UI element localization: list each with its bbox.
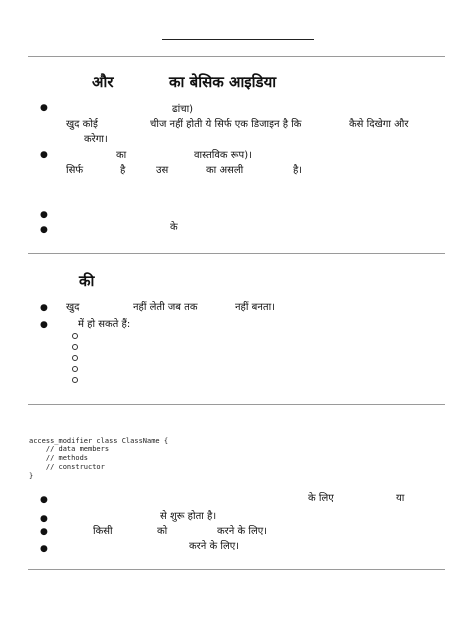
sub-bullet-icon	[72, 377, 78, 383]
divider	[28, 253, 445, 254]
text-fragment: के लिए	[308, 493, 334, 504]
text-fragment: सिर्फ	[66, 165, 84, 176]
bullet-icon: ●	[40, 320, 48, 330]
sub-bullet-icon	[72, 344, 78, 350]
text-fragment: उस	[156, 165, 169, 176]
bullet-icon: ●	[40, 150, 48, 160]
text-fragment: के	[170, 222, 178, 233]
sub-bullet-icon	[72, 366, 78, 372]
bullet-icon: ●	[40, 527, 48, 537]
divider	[28, 404, 445, 405]
bullet-icon: ●	[40, 303, 48, 313]
text-fragment: से शुरू होता है।	[160, 511, 217, 522]
text-fragment: का	[116, 150, 127, 161]
text-fragment: करने के लिए।	[189, 541, 240, 552]
sub-bullet-icon	[72, 333, 78, 339]
text-fragment: चीज नहीं होती ये सिर्फ एक डिजाइन है कि	[150, 119, 302, 130]
text-fragment: करेगा।	[84, 134, 108, 145]
text-fragment: या	[396, 493, 405, 504]
text-fragment: नहीं लेती जब तक	[133, 302, 198, 313]
text-fragment: में हो सकते हैं:	[78, 319, 131, 330]
text-fragment: है।	[293, 165, 303, 176]
code-line: // constructor	[29, 463, 105, 471]
section-heading-word: की	[79, 272, 95, 290]
code-line: // methods	[29, 454, 89, 462]
text-fragment: को	[157, 526, 168, 537]
text-fragment: वास्तविक रूप)।	[194, 150, 252, 161]
text-fragment: का असली	[206, 165, 244, 176]
title-underline	[162, 39, 314, 40]
code-line: access_modifier class ClassName {	[29, 437, 169, 445]
text-fragment: ढांचा)	[172, 104, 194, 115]
divider-bottom	[28, 569, 445, 570]
bullet-icon: ●	[40, 103, 48, 113]
text-fragment: नहीं बनता।	[235, 302, 275, 313]
code-line: // data members	[29, 445, 110, 453]
bullet-icon: ●	[40, 210, 48, 220]
bullet-icon: ●	[40, 514, 48, 524]
bullet-icon: ●	[40, 544, 48, 554]
text-fragment: करने के लिए।	[217, 526, 268, 537]
bullet-icon: ●	[40, 495, 48, 505]
text-fragment: किसी	[93, 526, 113, 537]
section-heading-word: का बेसिक आइडिया	[169, 73, 277, 91]
bullet-icon: ●	[40, 225, 48, 235]
sub-bullet-icon	[72, 355, 78, 361]
text-fragment: खुद कोई	[66, 119, 98, 130]
code-line: }	[29, 472, 34, 480]
text-fragment: कैसे दिखेगा और	[349, 119, 409, 130]
section-heading-word: और	[92, 73, 114, 91]
text-fragment: है	[120, 165, 126, 176]
text-fragment: खुद	[66, 302, 80, 313]
divider-top	[28, 56, 445, 57]
